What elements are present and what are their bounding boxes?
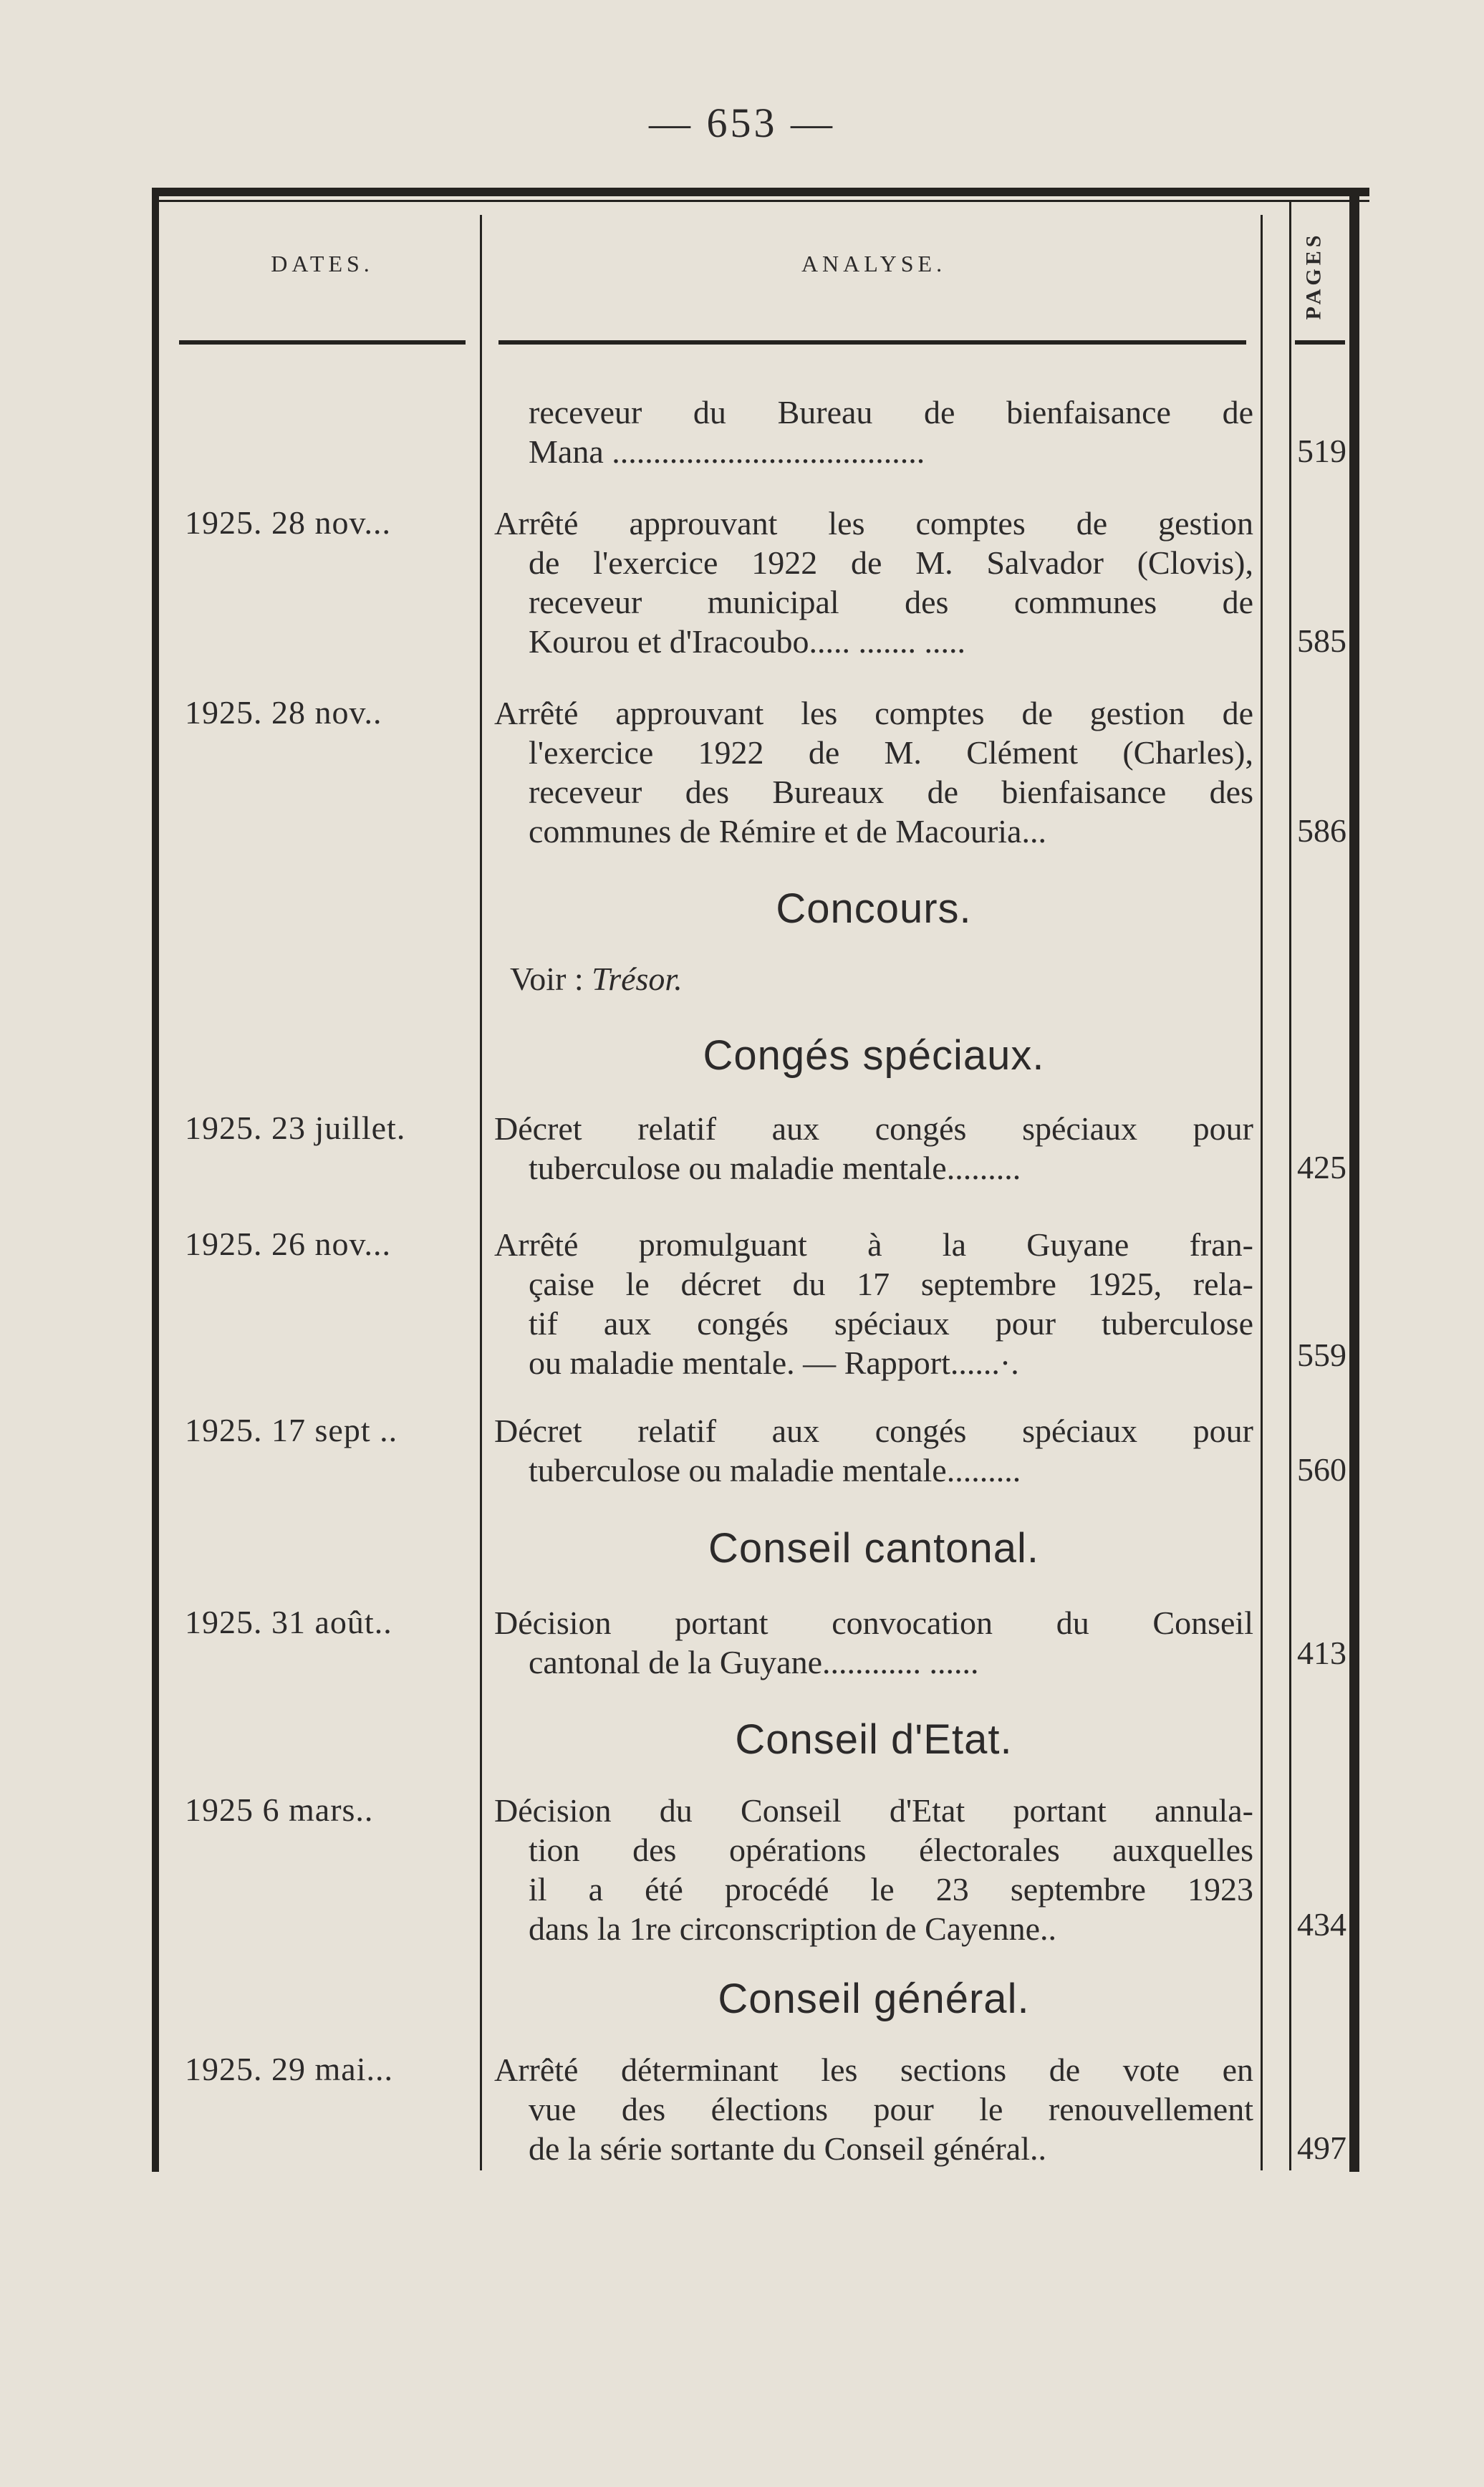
analyse-header: ANALYSE.: [801, 251, 947, 276]
list-item: [494, 1791, 1253, 1948]
pages-header-label: PAGES: [1301, 231, 1326, 320]
list-item: [494, 1109, 1253, 1188]
page-ref: 425: [1297, 1149, 1346, 1185]
analysis-line: Arrêté promulguant à la Guyane fran-: [494, 1226, 1253, 1263]
entry-date: 1925. 17 sept ..: [185, 1412, 398, 1448]
analysis-line: ou maladie mentale. — Rapport......·.: [529, 1344, 1019, 1381]
entry-date: 1925. 28 nov..: [185, 694, 382, 731]
list-item: [494, 1225, 1253, 1382]
page-number: — 653 —: [649, 100, 835, 146]
list-item: [494, 2050, 1253, 2168]
analyse-column-divider: [1261, 215, 1263, 2170]
analysis-line: tuberculose ou maladie mentale.........: [529, 1452, 1021, 1488]
analysis-line: tuberculose ou maladie mentale.........: [529, 1150, 1021, 1186]
table-top-rule-thin: [152, 200, 1369, 202]
table-top-rule: [152, 188, 1369, 196]
analysis-line: de la série sortante du Conseil général..: [529, 2130, 1046, 2167]
section-heading-etat: Conseil d'Etat.: [735, 1716, 1013, 1763]
analysis-line: l'exercice 1922 de M. Clément (Charles),: [529, 734, 1253, 771]
analysis-line: tif aux congés spéciaux pour tuberculose: [529, 1305, 1253, 1342]
page-ref: 413: [1297, 1635, 1346, 1671]
analysis-line: Décret relatif aux congés spéciaux pour: [494, 1413, 1253, 1449]
analysis-line: vue des élections pour le renouvellement: [529, 2091, 1253, 2127]
entry-date: 1925. 28 nov...: [185, 504, 392, 541]
analysis-line: Kourou et d'Iracoubo..... ....... .....: [529, 623, 965, 660]
analysis-line: Arrêté approuvant les comptes de gestion: [494, 505, 1253, 542]
pages-header-rule: [1295, 340, 1345, 345]
entry-date: 1925. 23 juillet.: [185, 1110, 406, 1146]
analysis-line: receveur du Bureau de bienfaisance de: [529, 394, 1253, 430]
pages-header: [1299, 229, 1328, 322]
section-heading-cantonal: Conseil cantonal.: [708, 1525, 1039, 1572]
section-heading-concours: Concours.: [776, 885, 972, 932]
page-ref: 559: [1297, 1337, 1346, 1373]
analysis-line: Décision portant convocation du Conseil: [494, 1605, 1253, 1641]
list-item: [494, 693, 1253, 851]
section-heading-general: Conseil général.: [718, 1976, 1030, 2022]
voir-label: Voir :: [510, 961, 584, 997]
analysis-line: tion des opérations électorales auxquelles: [529, 1832, 1253, 1868]
analysis-line: Arrêté déterminant les sections de vote en: [494, 2051, 1253, 2088]
analyse-header-rule: [498, 340, 1246, 345]
entry-date: 1925. 29 mai...: [185, 2051, 393, 2087]
voir-reference: [510, 960, 683, 998]
list-item: [494, 1603, 1253, 1682]
dates-header: DATES.: [271, 251, 374, 276]
entry-date: 1925 6 mars..: [185, 1791, 374, 1828]
analysis-line: Mana ......................................: [529, 433, 925, 470]
page-ref: 519: [1297, 433, 1346, 469]
list-item: [494, 504, 1253, 661]
list-item: [494, 393, 1253, 471]
page-ref: 434: [1297, 1906, 1346, 1943]
analysis-line: Décret relatif aux congés spéciaux pour: [494, 1110, 1253, 1147]
left-border: [152, 188, 159, 2172]
analysis-line: Arrêté approuvant les comptes de gestion de: [494, 695, 1253, 731]
list-item: [494, 1411, 1253, 1490]
analysis-line: çaise le décret du 17 septembre 1925, rela-: [529, 1266, 1253, 1302]
analysis-line: il a été procédé le 23 septembre 1923: [529, 1871, 1253, 1908]
analysis-line: communes de Rémire et de Macouria...: [529, 813, 1046, 850]
right-border: [1349, 188, 1359, 2172]
entry-date: 1925. 26 nov...: [185, 1226, 392, 1262]
analysis-line: de l'exercice 1922 de M. Salvador (Clovis),: [529, 544, 1253, 581]
page-ref: 560: [1297, 1451, 1346, 1488]
analysis-line: cantonal de la Guyane............ ......: [529, 1644, 979, 1680]
analysis-line: Décision du Conseil d'Etat portant annula-: [494, 1792, 1253, 1829]
dates-column-divider: [480, 215, 482, 2170]
section-heading-conges: Congés spéciaux.: [703, 1032, 1045, 1079]
page-ref: 586: [1297, 812, 1346, 849]
analysis-line: dans la 1re circonscription de Cayenne..: [529, 1910, 1057, 1947]
analysis-line: receveur des Bureaux de bienfaisance des: [529, 774, 1253, 810]
entry-date: 1925. 31 août..: [185, 1604, 392, 1640]
dates-header-rule: [179, 340, 466, 345]
analysis-line: receveur municipal des communes de: [529, 584, 1253, 620]
page-ref: 497: [1297, 2130, 1346, 2166]
voir-target: Trésor.: [592, 961, 683, 997]
page-ref: 585: [1297, 622, 1346, 659]
